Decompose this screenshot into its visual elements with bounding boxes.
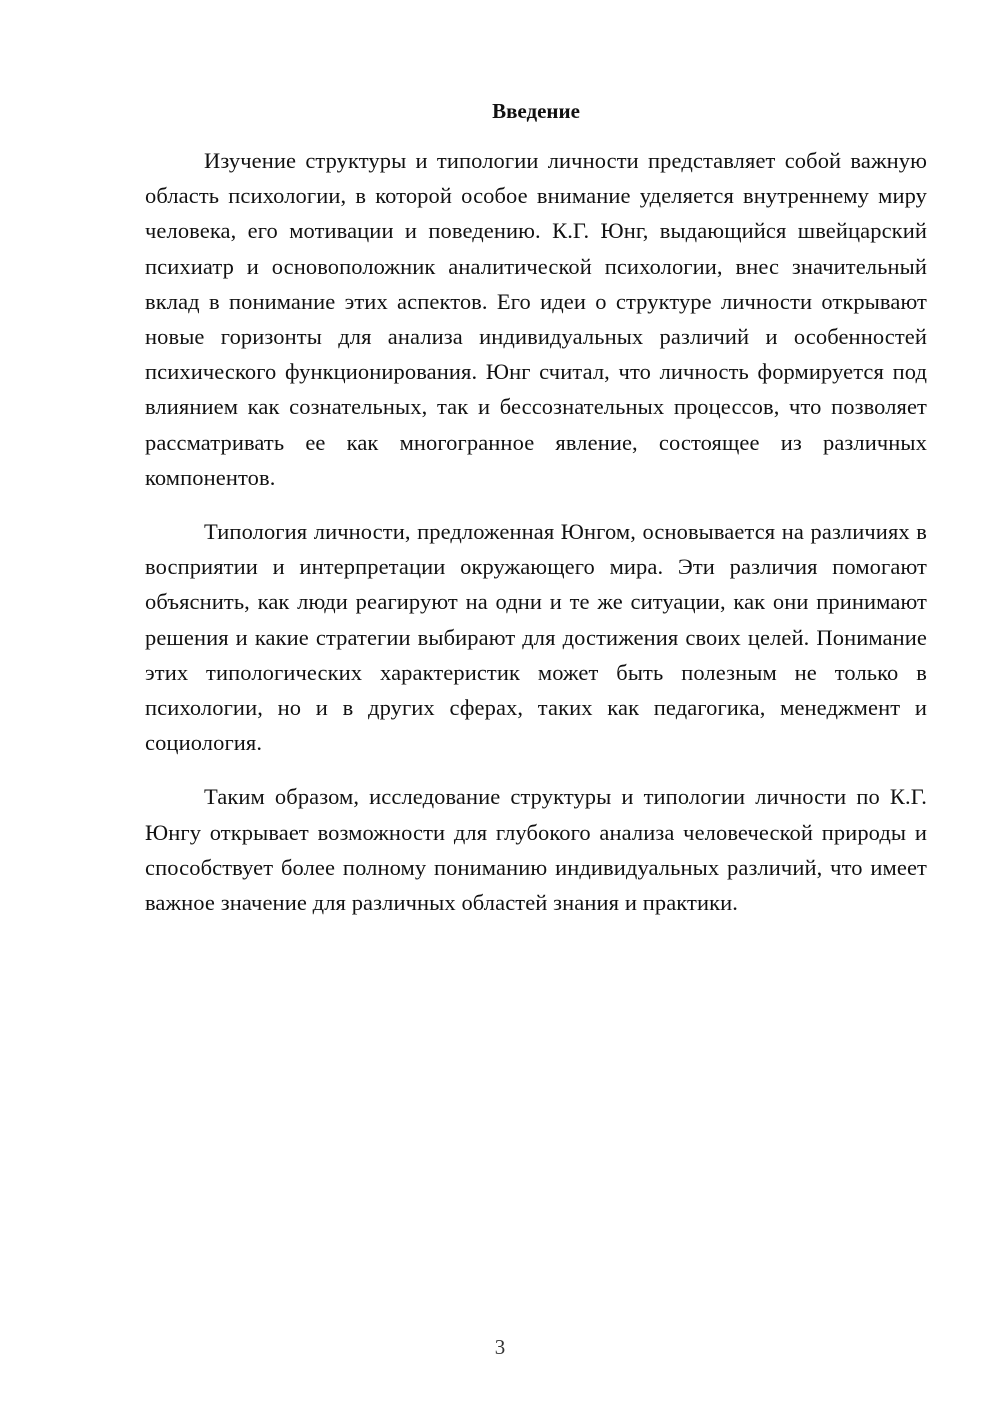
paragraph-1: Изучение структуры и типологии личности представляет собой важную область психологии, в которой особое внимание уделяется внутреннему миру человека, его мотивации и поведению. К.Г. Юнг, выдающийся швейцарский психиатр и основоположник аналитической психологии, внес значительный вклад в понимание этих аспектов. Его идеи о структуре личности открывают новые горизонты для анализа индивидуальных различий и особенностей психического функционирования. Юнг считал, что личность формируется под влиянием как сознательных, так и бессознательных процессов, что позволяет рассматривать ее как многогранное явление, состоящее из различных компонентов. [145, 148, 927, 490]
page-number: 3 [494, 1335, 506, 1359]
paragraph-3: Таким образом, исследование структуры и типологии личности по К.Г. Юнгу открывает возможности для глубокого анализа человеческой природы и способствует более полному пониманию индивидуальных различий, что имеет важное значение для различных областей знания и практики. [145, 784, 927, 916]
section-heading: Введение [492, 99, 580, 123]
paragraph-2: Типология личности, предложенная Юнгом, основывается на различиях в восприятии и интерпретации окружающего мира. Эти различия помогают объяснить, как люди реагируют на одни и те же ситуации, как они принимают решения и какие стратегии выбирают для достижения своих целей. Понимание этих типологических характеристик может быть полезным не только в психологии, но и в других сферах, таких как педагогика, менеджмент и социология. [145, 519, 927, 756]
page-content [145, 96, 927, 920]
